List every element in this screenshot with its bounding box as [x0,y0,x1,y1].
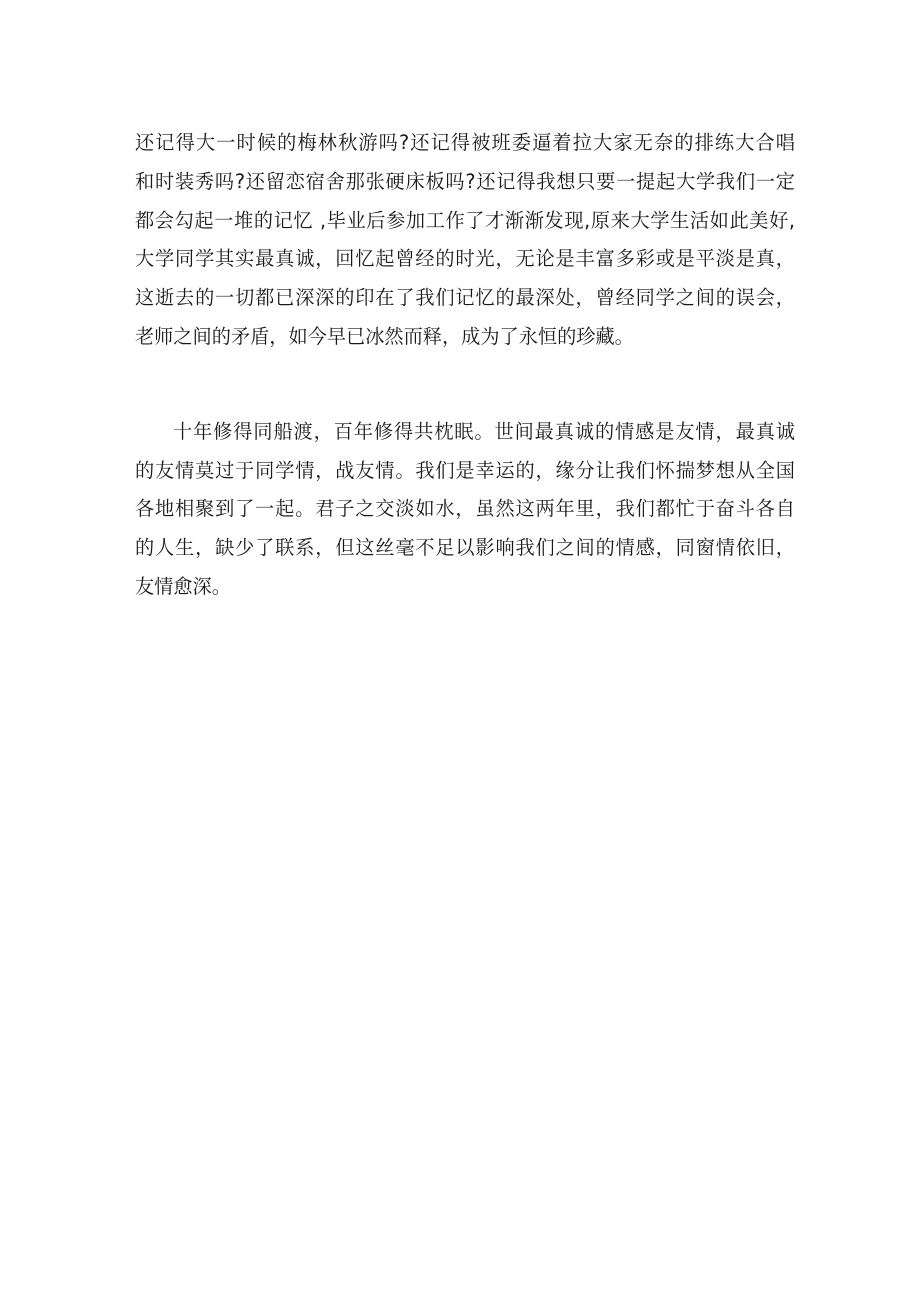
paragraph-2-line-1: 十年修得同船渡，百年修得共枕眠。世间最真诚的情感是友情，最真诚 [173,419,795,443]
paragraph-1-line-5: 这逝去的一切都已深深的印在了我们记忆的最深处，曾经同学之间的误会， [135,286,795,310]
paragraph-2-line-2: 的友情莫过于同学情，战友情。我们是幸运的，缘分让我们怀揣梦想从全国 [135,458,795,482]
paragraph-1-line-6: 老师之间的矛盾，如今早已冰然而释，成为了永恒的珍藏。 [135,324,634,348]
paragraph-1-line-3: 都会勾起一堆的记忆 ,毕业后参加工作了才渐渐发现,原来大学生活如此美好, [135,208,795,232]
paragraph-2-line-5: 友情愈深。 [135,574,231,598]
paragraph-1-line-1: 还记得大一时候的梅林秋游吗?还记得被班委逼着拉大家无奈的排练大合唱 [135,131,795,154]
paragraph-2-line-4: 的人生，缺少了联系，但这丝毫不足以影响我们之间的情感，同窗情依旧， [135,536,795,560]
paragraph-1 [135,124,795,357]
paragraph-1-line-4: 大学同学其实最真诚，回忆起曾经的时光，无论是丰富多彩或是平淡是真， [135,247,795,271]
paragraph-2 [135,413,795,607]
document-body [135,124,795,607]
paragraph-1-line-2: 和时装秀吗?还留恋宿舍那张硬床板吗?还记得我想只要一提起大学我们一定 [135,169,795,193]
paragraph-2-line-3: 各地相聚到了一起。君子之交淡如水，虽然这两年里，我们都忙于奋斗各自 [135,497,795,521]
